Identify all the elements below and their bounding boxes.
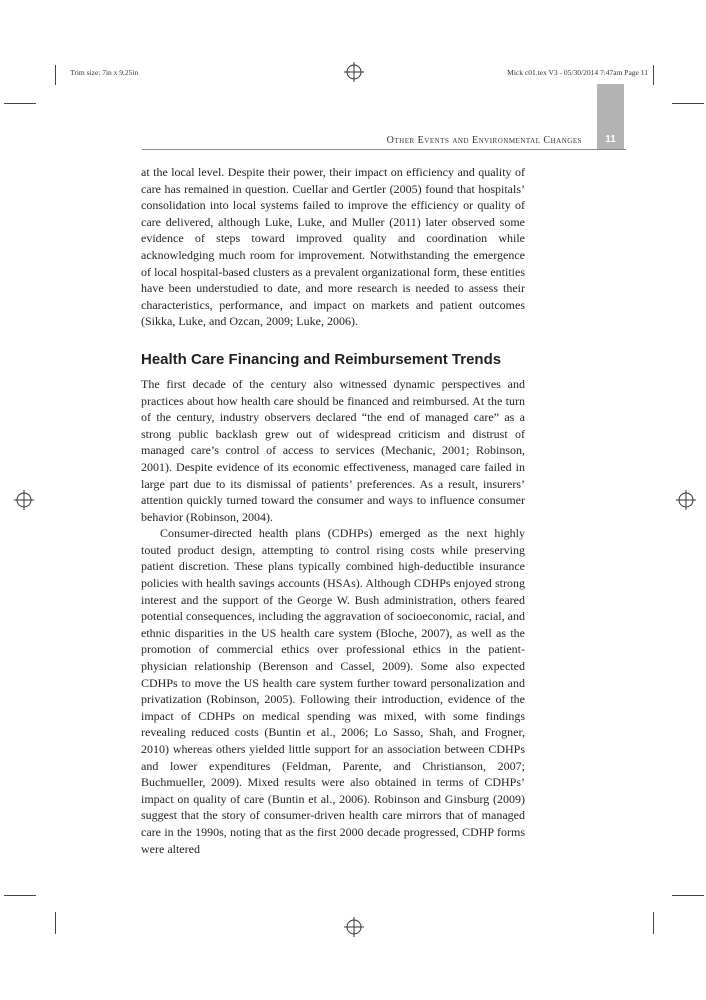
crop-mark-bottom-right-vertical bbox=[653, 912, 654, 934]
body-text bbox=[141, 164, 525, 857]
crop-mark-bottom-left-horizontal bbox=[4, 895, 36, 896]
paragraph: at the local level. Despite their power, their impact on efficiency and quality of care has remained in question. Cuellar and Gertler (2005) found that hospitals’ consolidation into local systems failed to improve the efficiency or quality of care delivered, although Luke, Luke, and Muller (2011) later observed some evidence of steps toward improved quality and coordination while acknowledging much room for improvement. Notwithstanding the emergence of local hospital-based clusters as a prevalent organizational form, these entities have been understudied to date, and more research is needed to assess their characteristics, performance, and impact on markets and patient outcomes (Sikka, Luke, and Ozcan, 2009; Luke, 2006). bbox=[141, 165, 525, 329]
registration-mark-top-icon bbox=[344, 62, 364, 82]
crop-mark-top-right-vertical bbox=[653, 65, 654, 85]
header-rule bbox=[142, 149, 626, 150]
registration-mark-bottom-icon bbox=[344, 917, 364, 937]
paragraph: Consumer-directed health plans (CDHPs) emerged as the next highly touted product design, attempting to control rising costs while preserving patient discretion. These plans typically combined high-deductible insurance policies with health savings accounts (HSAs). Although CDHPs enjoyed strong interest and the support of the George W. Bush administration, others feared potential consequences, including the aggravation of socioeconomic, racial, and ethnic disparities in the US health care system (Bloche, 2007), as well as the promotion of commercial ethics over professional ethics in the patient-physician relationship (Berenson and Cassel, 2009). Some also expected CDHPs to move the US health care system further toward personalization and privatization (Robinson, 2005). Following their introduction, evidence of the impact of CDHPs on medical spending was mixed, with some findings revealing reduced costs (Buntin et al., 2006; Lo Sasso, Shah, and Frogner, 2010) whereas others yielded little support for an association between CDHPs and lower expenditures (Feldman, Parente, and Christianson, 2007; Buchmueller, 2009). Mixed results were also obtained in terms of CDHPs’ impact on quality of care (Buntin et al., 2006). Robinson and Ginsburg (2009) suggest that the story of consumer-driven health care mirrors that of managed care in the 1990s, noting that as the first 2000 decade progressed, CDHP forms were altered bbox=[141, 526, 525, 856]
crop-mark-bottom-left-vertical bbox=[55, 912, 56, 934]
registration-mark-right-icon bbox=[676, 490, 696, 510]
crop-mark-top-right-horizontal bbox=[672, 103, 704, 104]
file-info-slug: Mick c01.tex V3 - 05/30/2014 7:47am Page 11 bbox=[507, 68, 648, 77]
crop-mark-top-left-vertical bbox=[55, 65, 56, 85]
crop-mark-bottom-right-horizontal bbox=[672, 895, 704, 896]
trim-size-slug: Trim size: 7in x 9.25in bbox=[70, 68, 139, 77]
running-head: Other Events and Environmental Changes bbox=[386, 135, 582, 146]
crop-mark-top-left-horizontal bbox=[4, 103, 36, 104]
paragraph: The first decade of the century also witnessed dynamic perspectives and practices about how health care should be financed and reimbursed. At the turn of the century, industry observers declared “the end of managed care” as a strong public backlash grew out of widespread criticism and distrust of managed care’s control of access to services (Mechanic, 2001; Robinson, 2001). Despite evidence of its economic effectiveness, managed care failed in large part due to its dismissal of patients’ preferences. As a result, insurers’ attention quickly turned toward the consumer and ways to influence consumer behavior (Robinson, 2004). bbox=[141, 376, 525, 524]
registration-mark-left-icon bbox=[14, 490, 34, 510]
page-number: 11 bbox=[605, 134, 616, 145]
section-heading: Health Care Financing and Reimbursement Trends bbox=[141, 350, 502, 368]
